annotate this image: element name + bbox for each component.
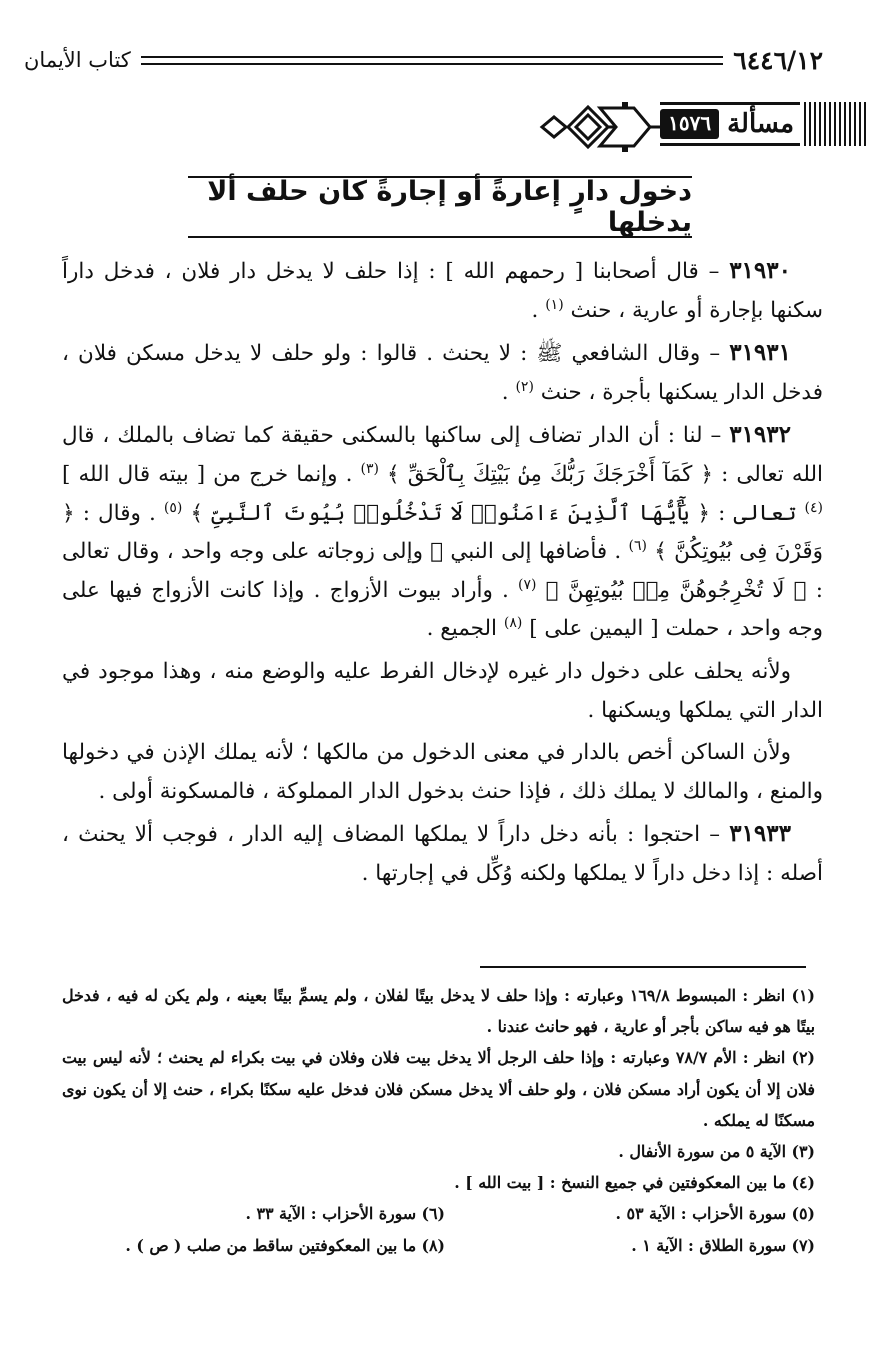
footnote-ref[interactable]: (٣) bbox=[360, 460, 379, 477]
paragraph-text: – لنا : أن الدار تضاف إلى ساكنها بالسكنى حقيقة كما تضاف بالملك ، قال الله تعالى : ﴿ كَمَآ أَخْرَجَكَ رَبُّكَ مِنۢ بَيْتِكَ بِٱلْحَقِّ ﴾ bbox=[62, 423, 823, 487]
ornament-icon bbox=[538, 98, 662, 156]
footnote-ref[interactable]: (١) bbox=[545, 296, 564, 313]
paragraph-number: ٣١٩٣١ bbox=[729, 339, 791, 367]
paragraph-number: ٣١٩٣٣ bbox=[729, 820, 791, 848]
paragraph-text: ولأن الساكن أخص بالدار في معنى الدخول من مالكها ؛ لأنه يملك الإذن في دخولها والمنع ، والمالك لا يملك ذلك ، فإذا حنث بدخول الدار المملوكة ، فالمسكونة أولى . bbox=[62, 740, 823, 804]
paragraph-text: . وأراد بيوت الأزواج . وإذا كانت الأزواج فيها على وجه واحد ، حملت [ اليمين على ] bbox=[62, 577, 823, 642]
paragraph-31930 bbox=[62, 252, 823, 330]
footnote-2: (٢) انظر : الأم ٧٨/٧ وعبارته : وإذا حلف الرجل ألا يدخل بيت فلان وفلان في بيت بكراء لم يحنث ؛ لأنه ليس بيت فلان إلا أن يكون أراد مسكن فلان ، ولو حلف ألا يدخل مسكن فلان فدخل عليه سكنًا بكراء ، حنث إلا أن يكون نوى مسكنًا له يملكه . bbox=[62, 1048, 815, 1130]
chapter-title-frame bbox=[188, 176, 692, 238]
paragraph-31931 bbox=[62, 334, 823, 412]
chapter-title: دخول دارٍ إعارةً أو إجارةً كان حلف ألا يدخلها bbox=[207, 176, 692, 238]
footnote-row bbox=[62, 1230, 815, 1261]
book-title: كتاب الأيمان bbox=[24, 48, 131, 72]
footnote-ref[interactable]: (٢) bbox=[515, 378, 534, 395]
paragraph-text-end: . bbox=[531, 297, 539, 323]
paragraph-number: ٣١٩٣٠ bbox=[729, 257, 791, 284]
body-text bbox=[62, 252, 823, 898]
paragraph-31933 bbox=[62, 815, 823, 893]
footnote-7: (٧) سورة الطلاق : الآية ١ . bbox=[631, 1235, 815, 1255]
footnote-ref[interactable]: (٨) bbox=[503, 615, 523, 632]
footnotes bbox=[62, 980, 815, 1261]
paragraph-text: الجميع . bbox=[426, 616, 498, 642]
footnote-ref[interactable]: (٦) bbox=[628, 538, 648, 554]
footnote-ref[interactable]: (٧) bbox=[518, 576, 537, 593]
footnote-ref[interactable]: (٤) bbox=[804, 499, 824, 516]
footnote-4: (٤) ما بين المعكوفتين في جميع النسخ : [ بيت الله ] . bbox=[454, 1173, 815, 1193]
masala-label-box bbox=[660, 102, 800, 146]
banner-bars-decoration bbox=[804, 102, 866, 146]
masala-word: مسألة bbox=[727, 109, 794, 139]
paragraph-text: – قال أصحابنا [ رحمهم الله ] : إذا حلف لا يدخل دار فلان ، فدخل داراً سكنها بإجارة أو عارية ، حنث bbox=[62, 259, 823, 323]
header-rule bbox=[141, 56, 724, 65]
running-header bbox=[24, 40, 823, 80]
footnote-row bbox=[62, 1198, 815, 1229]
paragraph-text-end: . bbox=[501, 379, 509, 405]
footnote-5: (٥) سورة الأحزاب : الآية ٥٣ . bbox=[615, 1204, 815, 1224]
paragraph-argument-2 bbox=[62, 734, 823, 811]
paragraph-text: . فأضافها إلى النبي ﷺ وإلى زوجاته على وجه واحد ، وقال تعالى : ﴿ لَا تُخْرِجُوهُنَّ مِنۢ بُيُوتِهِنَّ ﴾ bbox=[62, 539, 823, 603]
page-number: ٦٤٤٦/١٢ bbox=[733, 45, 823, 75]
footnote-separator bbox=[480, 966, 806, 968]
paragraph-text: – احتجوا : بأنه دخل داراً لا يملكها المضاف إليه الدار ، فوجب ألا يحنث ، أصله : إذا دخل داراً لا يملكها ولكنه وُكِّل في إجارتها . bbox=[62, 822, 823, 886]
footnote-ref[interactable]: (٥) bbox=[163, 499, 183, 516]
paragraph-text: تعالى : ﴿ يَٰٓأَيُّهَا ٱلَّذِينَ ءَامَنُوا۟ لَا تَدْخُلُوا۟ بُيُوتَ ٱلنَّبِىِّ ﴾ bbox=[190, 500, 797, 526]
footnote-1: (١) انظر : المبسوط ١٦٩/٨ وعبارته : وإذا حلف لا يدخل بيتًا لفلان ، ولم يسمِّ بيتًا بعينه ، ولم يكن له فيه ، فدخل بيتًا هو فيه ساكن بأجر أو عارية ، فهو حانث عندنا . bbox=[62, 986, 815, 1037]
paragraph-text: ولأنه يحلف على دخول دار غيره لإدخال الفرط عليه والوضع منه ، وهذا موجود في الدار التي يملكها ويسكنها . bbox=[62, 658, 823, 723]
paragraph-number: ٣١٩٣٢ bbox=[729, 421, 791, 449]
masala-number: ١٥٧٦ bbox=[660, 109, 719, 139]
paragraph-argument-1 bbox=[62, 653, 823, 730]
paragraph-text: . وقال : ﴿ وَقَرْنَ فِى بُيُوتِكُنَّ ﴾ bbox=[62, 500, 824, 565]
paragraph-text: – وقال الشافعي ﷺ : لا يحنث . قالوا : ولو حلف لا يدخل مسكن فلان ، فدخل الدار يسكنها بأجرة ، حنث bbox=[62, 341, 823, 405]
footnote-3: (٣) الآية ٥ من سورة الأنفال . bbox=[618, 1142, 815, 1162]
paragraph-31932 bbox=[62, 416, 823, 649]
masala-banner bbox=[538, 98, 866, 158]
paragraph-text: . وإنما خرج من [ بيته قال الله ] bbox=[62, 461, 353, 487]
footnote-8: (٨) ما بين المعكوفتين ساقط من صلب ( ص ) . bbox=[125, 1235, 445, 1255]
footnote-6: (٦) سورة الأحزاب : الآية ٣٣ . bbox=[245, 1204, 445, 1224]
